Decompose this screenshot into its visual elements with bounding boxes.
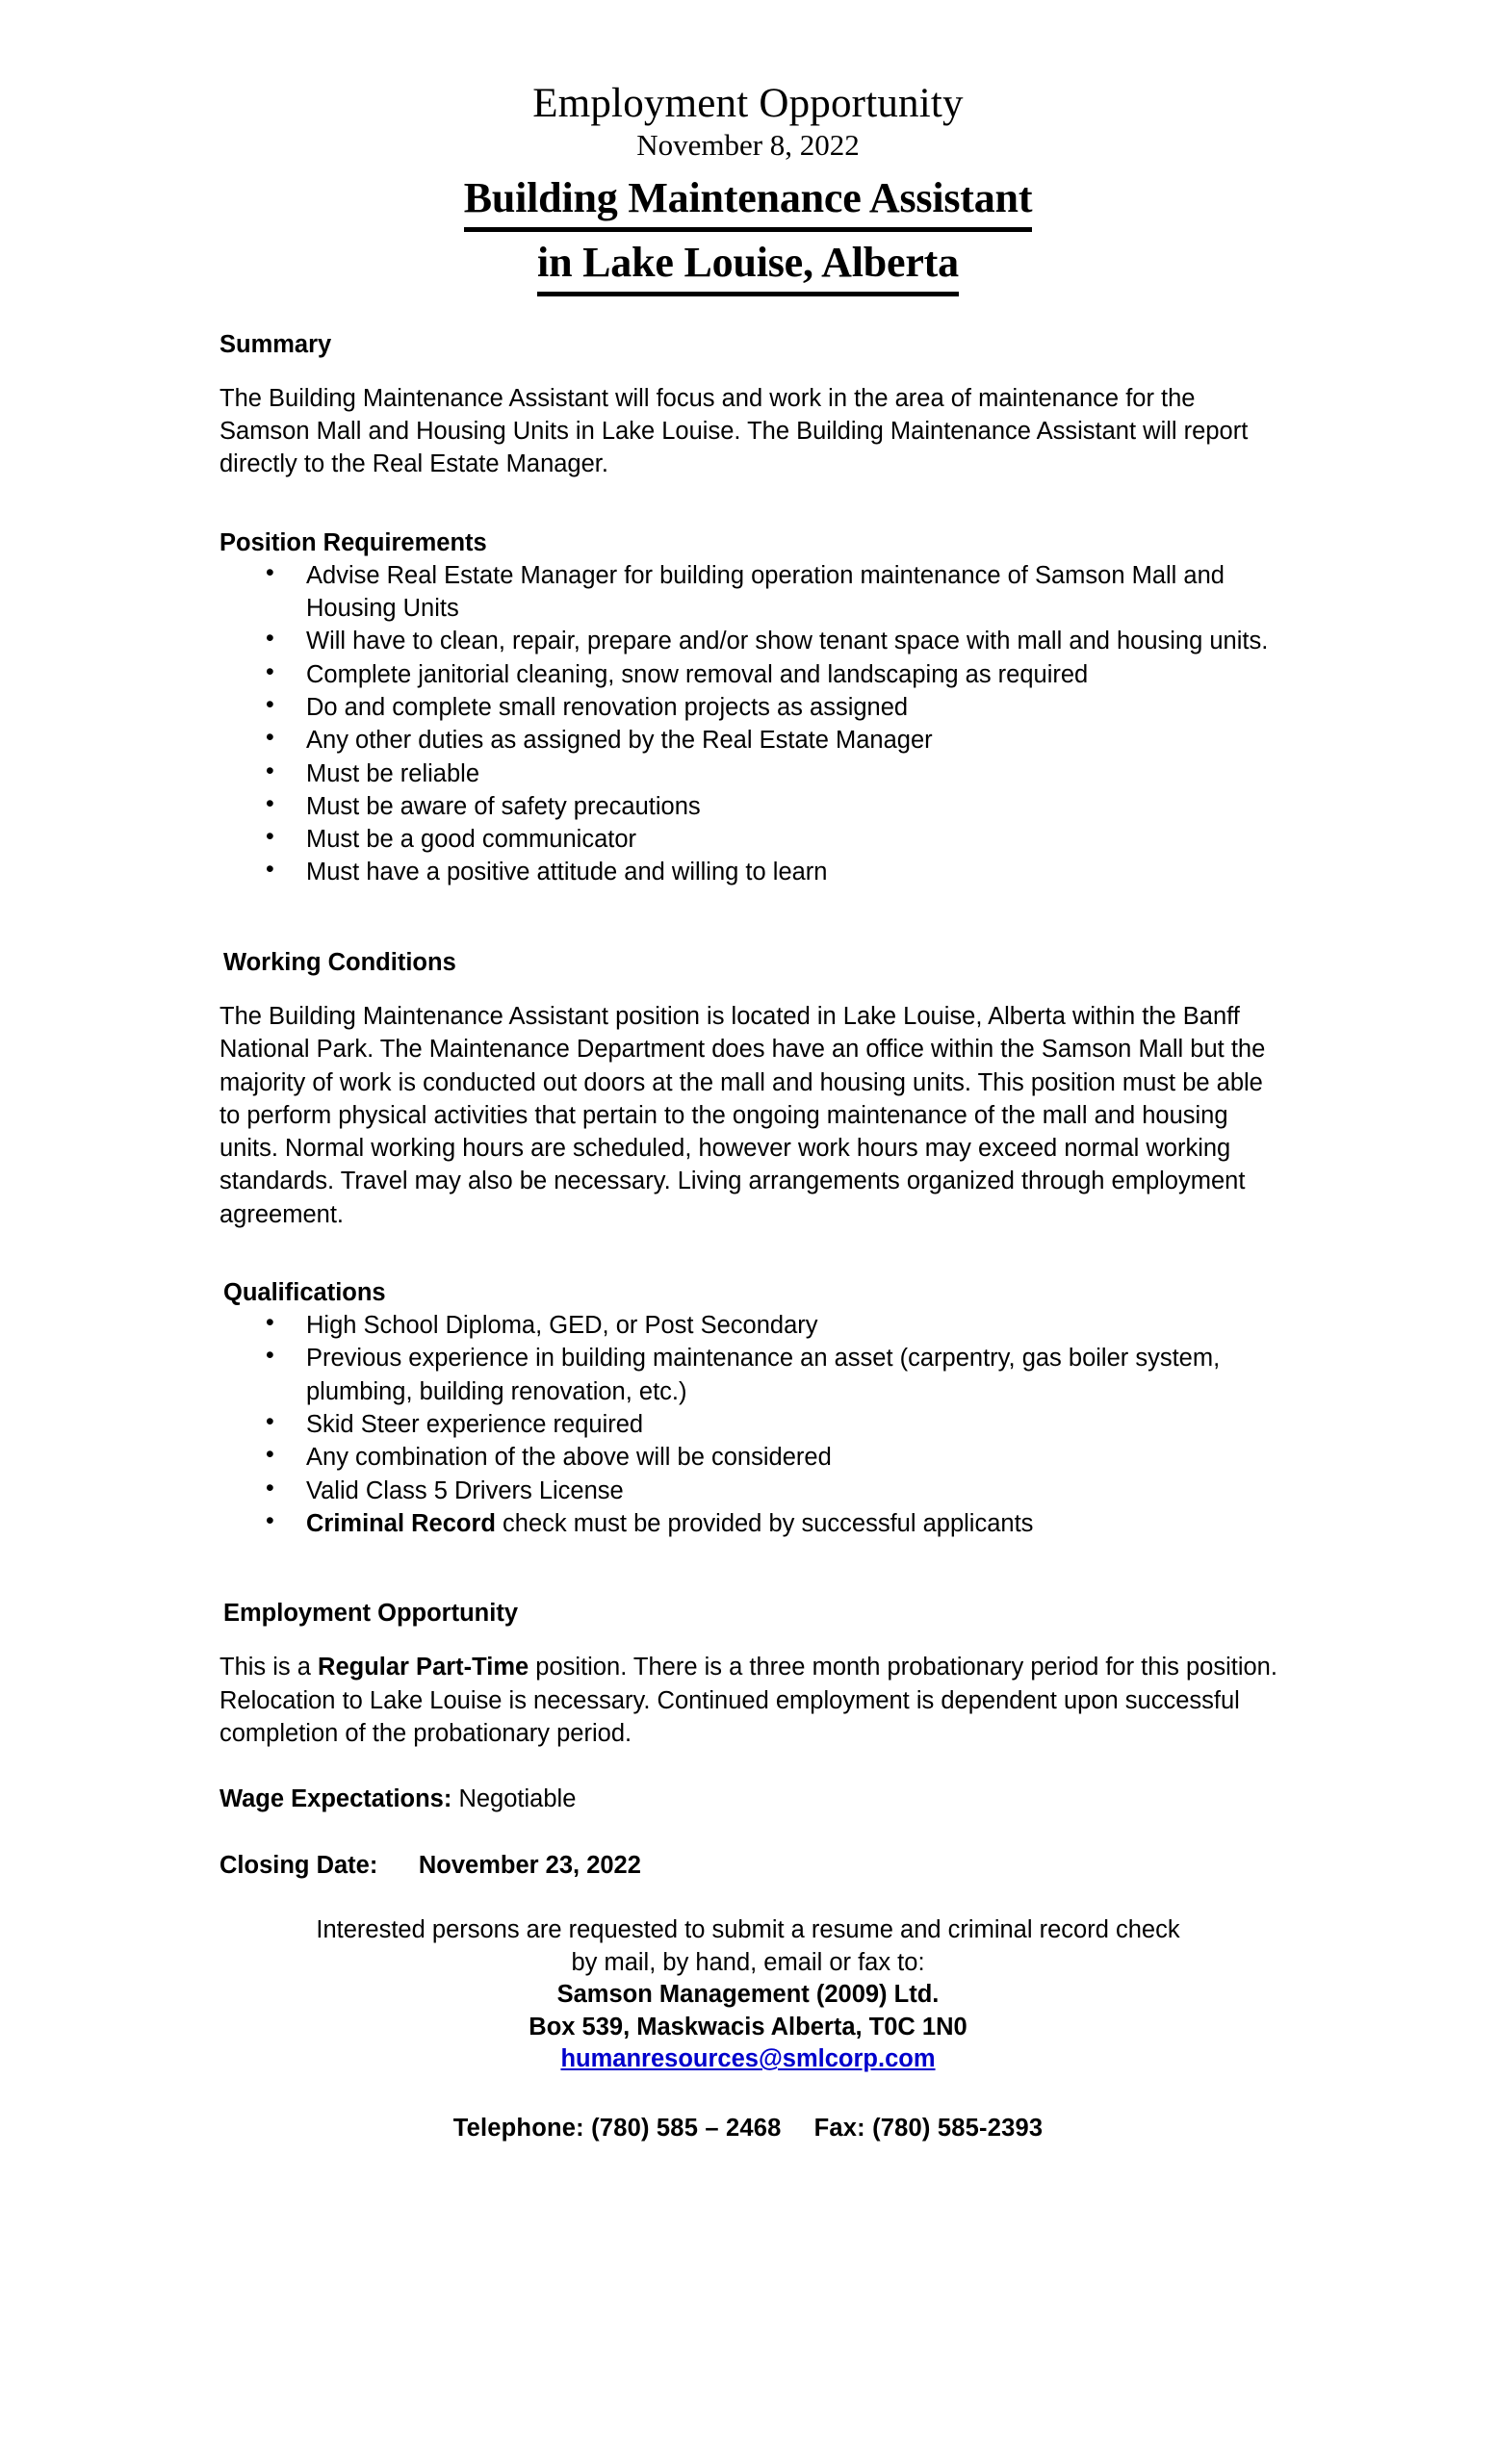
qualifications-heading: Qualifications <box>223 1279 386 1306</box>
working-conditions-paragraph: The Building Maintenance Assistant position is located in Lake Louise, Alberta within the Banff National Park. The Maintenance Department does have an office within the Samson Mall but the majority of work is conducted out doors at the mall and housing units. This position must be able to perform physical activities that pertain to the ongoing maintenance of the mall and housing units. Normal working hours are scheduled, however work hours may exceed normal working standards. Travel may also be necessary. Living arrangements organized through employment agreement. <box>219 1002 1266 1228</box>
footer-telephone: Telephone: (780) 585 – 2468 <box>452 2115 782 2143</box>
list-item: • Complete janitorial cleaning, snow removal and landscaping as required <box>219 658 1284 691</box>
list-item: • Previous experience in building maintenance an asset (carpentry, gas boiler system, plumbing, building renovation, etc.) <box>219 1342 1284 1408</box>
wage-expectations-row <box>219 1783 1284 1815</box>
list-item: • Will have to clean, repair, prepare and/or show tenant space with mall and housing units. <box>219 625 1284 657</box>
criminal-record-emphasis: Criminal Record <box>306 1509 496 1537</box>
job-title-line-1: Building Maintenance Assistant <box>464 172 1033 232</box>
summary-paragraph: The Building Maintenance Assistant will focus and work in the area of maintenance for the Samson Mall and Housing Units in Lake Louise. The Building Maintenance Assistant will report directly to the Real Estate Manager. <box>219 384 1249 478</box>
list-item-criminal-record <box>219 1507 1284 1540</box>
list-item: • Any other duties as assigned by the Real Estate Manager <box>219 724 1284 757</box>
footer-email-row <box>144 2043 1352 2076</box>
masthead-date: November 8, 2022 <box>636 127 860 162</box>
position-requirements-list <box>219 559 1284 889</box>
list-item: • Must be reliable <box>219 757 1284 790</box>
list-item: • Must be aware of safety precautions <box>219 790 1284 823</box>
footer-contact-block <box>0 1914 1496 2145</box>
wage-expectations-label: Wage Expectations: <box>219 1785 452 1813</box>
eo-part-2: position. There is a three month probationary period for this position. Relocation to Lake Louise is necessary. Continued employment is dependent upon successful completion of the probationary period. <box>219 1654 1277 1747</box>
employment-opportunity-heading: Employment Opportunity <box>223 1600 518 1628</box>
closing-date-value: November 23, 2022 <box>418 1851 641 1879</box>
list-item: • Must be a good communicator <box>219 823 1284 856</box>
footer-company-name: Samson Management (2009) Ltd. <box>556 1981 940 2009</box>
list-item: • Do and complete small renovation projects as assigned <box>219 691 1284 724</box>
job-title <box>0 172 1496 295</box>
footer-address: Box 539, Maskwacis Alberta, T0C 1N0 <box>529 2013 967 2040</box>
list-item: • High School Diploma, GED, or Post Secondary <box>219 1309 1284 1342</box>
eo-emphasis: Regular Part-Time <box>318 1654 529 1681</box>
footer-email-link[interactable]: humanresources@smlcorp.com <box>560 2045 936 2073</box>
footer-fax: Fax: (780) 585-2393 <box>813 2115 1044 2143</box>
footer-instructions-line-1: Interested persons are requested to submit a resume and criminal record check <box>316 1915 1180 1943</box>
closing-date-label: Closing Date: <box>219 1851 378 1879</box>
summary-heading: Summary <box>219 330 332 358</box>
wage-expectations-value-text: Negotiable <box>458 1785 577 1813</box>
masthead <box>0 0 1496 296</box>
eo-part-1: This is a <box>219 1654 319 1681</box>
working-conditions-heading: Working Conditions <box>223 948 456 976</box>
list-item: • Advise Real Estate Manager for building operation maintenance of Samson Mall and Housing Units <box>219 559 1284 626</box>
list-item: • Any combination of the above will be considered <box>219 1441 1284 1474</box>
list-item: • Skid Steer experience required <box>219 1408 1284 1441</box>
job-title-line-2: in Lake Louise, Alberta <box>537 237 959 296</box>
criminal-record-rest: check must be provided by successful applicants <box>495 1509 1034 1537</box>
footer-instructions-line-2: by mail, by hand, email or fax to: <box>571 1948 925 1976</box>
document-content <box>0 296 1496 1882</box>
masthead-title: Employment Opportunity <box>532 81 964 126</box>
qualifications-list <box>219 1309 1284 1540</box>
closing-date-row <box>219 1849 1284 1882</box>
employment-opportunity-paragraph <box>219 1651 1284 1750</box>
closing-date-tab-space <box>377 1852 419 1879</box>
footer-phone-row <box>144 2113 1352 2145</box>
position-requirements-heading: Position Requirements <box>219 528 487 556</box>
list-item: • Valid Class 5 Drivers License <box>219 1475 1284 1507</box>
list-item: • Must have a positive attitude and willing to learn <box>219 856 1284 888</box>
